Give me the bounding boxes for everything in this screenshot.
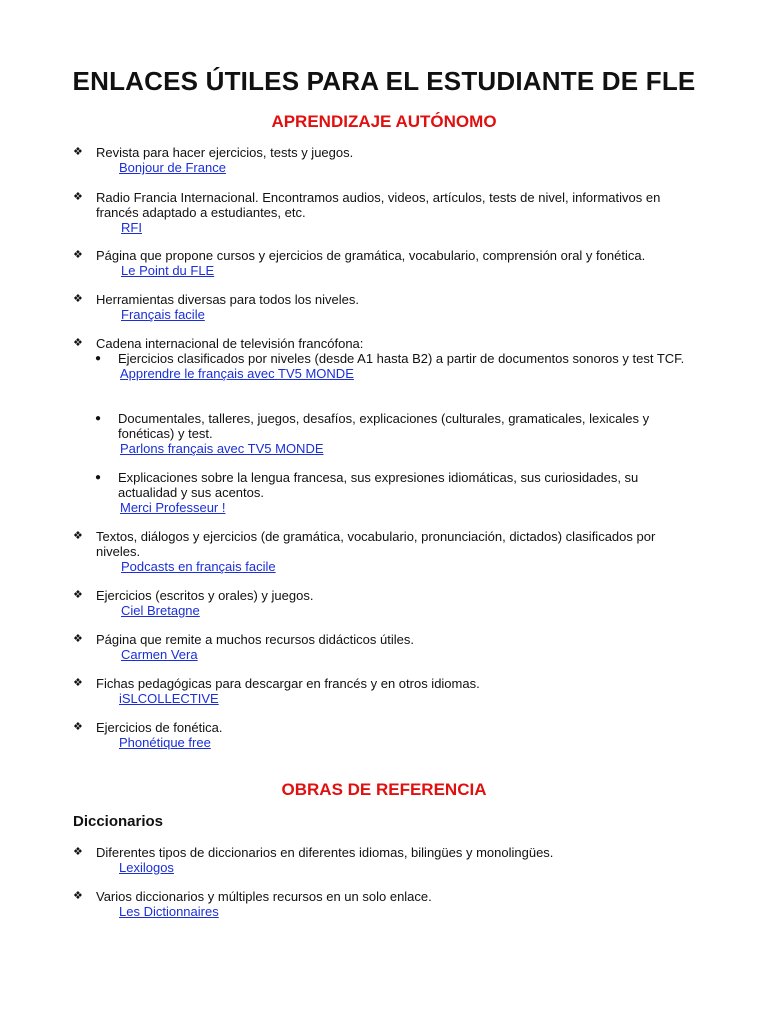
diamond-bullet-icon: ❖ — [73, 293, 83, 305]
item-text: Ejercicios de fonética. — [96, 720, 223, 735]
item-text: Revista para hacer ejercicios, tests y juegos. — [96, 145, 354, 160]
subheading-diccionarios: Diccionarios — [73, 813, 164, 830]
list-item — [73, 676, 693, 706]
sub-item-text: Explicaciones sobre la lengua francesa, sus expresiones idiomáticas, sus curiosidades, su actualidad y sus acentos. — [118, 470, 639, 500]
list-item — [73, 588, 693, 618]
diamond-bullet-icon: ❖ — [73, 846, 83, 858]
list-item — [73, 720, 693, 750]
resource-link[interactable]: Parlons français avec TV5 MONDE — [120, 441, 324, 456]
resource-link[interactable]: Merci Professeur ! — [120, 500, 226, 515]
diamond-bullet-icon: ❖ — [73, 191, 83, 203]
resource-link[interactable]: RFI — [121, 220, 142, 235]
item-text: Página que remite a muchos recursos didácticos útiles. — [96, 632, 414, 647]
resource-link[interactable]: Bonjour de France — [119, 160, 226, 175]
sub-item-text: Documentales, talleres, juegos, desafíos, explicaciones (culturales, gramaticales, lexicales y fonéticas) y test. — [118, 411, 650, 441]
section-title-aprendizaje: APRENDIZAJE AUTÓNOMO — [271, 112, 497, 131]
item-text: Cadena internacional de televisión francófona: — [96, 336, 364, 351]
resource-link[interactable]: Apprendre le français avec TV5 MONDE — [120, 366, 354, 381]
list-item — [73, 632, 693, 662]
item-text: Radio Francia Internacional. Encontramos audios, videos, artículos, tests de nivel, informativos en francés adaptado a estudiantes, etc. — [96, 190, 661, 220]
item-text: Página que propone cursos y ejercicios de gramática, vocabulario, comprensión oral y fonética. — [96, 248, 646, 263]
item-text: Textos, diálogos y ejercicios (de gramática, vocabulario, pronunciación, dictados) clasificados por niveles. — [96, 529, 656, 559]
page-title: ENLACES ÚTILES PARA EL ESTUDIANTE DE FLE — [72, 66, 696, 96]
diamond-bullet-icon: ❖ — [73, 337, 83, 349]
list-item — [73, 889, 693, 919]
diamond-bullet-icon: ❖ — [73, 530, 83, 542]
diamond-bullet-icon: ❖ — [73, 589, 83, 601]
resource-link[interactable]: iSLCOLLECTIVE — [119, 691, 219, 706]
item-text: Varios diccionarios y múltiples recursos en un solo enlace. — [96, 889, 432, 904]
list-item — [73, 529, 693, 574]
sub-list-item — [95, 470, 695, 515]
list-item — [73, 190, 693, 235]
dot-bullet-icon: ● — [95, 353, 102, 364]
diamond-bullet-icon: ❖ — [73, 721, 83, 733]
diamond-bullet-icon: ❖ — [73, 249, 83, 261]
list-item — [73, 248, 693, 278]
diamond-bullet-icon: ❖ — [73, 146, 83, 158]
sub-item-text: Ejercicios clasificados por niveles (desde A1 hasta B2) a partir de documentos sonoros y test TCF. — [118, 351, 685, 366]
resource-link[interactable]: Français facile — [121, 307, 205, 322]
resource-link[interactable]: Phonétique free — [119, 735, 211, 750]
resource-link[interactable]: Ciel Bretagne — [121, 603, 200, 618]
resource-link[interactable]: Carmen Vera — [121, 647, 198, 662]
diamond-bullet-icon: ❖ — [73, 677, 83, 689]
resource-link[interactable]: Lexilogos — [119, 860, 174, 875]
dot-bullet-icon: ● — [95, 472, 102, 483]
resource-link[interactable]: Le Point du FLE — [121, 263, 215, 278]
dot-bullet-icon: ● — [95, 413, 102, 424]
section-title-obras: OBRAS DE REFERENCIA — [281, 780, 487, 799]
sub-list-item — [95, 351, 695, 381]
list-item — [73, 292, 693, 322]
resource-link[interactable]: Les Dictionnaires — [119, 904, 219, 919]
item-text: Herramientas diversas para todos los niveles. — [96, 292, 360, 307]
item-text: Ejercicios (escritos y orales) y juegos. — [96, 588, 314, 603]
diamond-bullet-icon: ❖ — [73, 890, 83, 902]
sub-list-item — [95, 411, 695, 456]
list-item — [73, 145, 693, 175]
item-text: Diferentes tipos de diccionarios en diferentes idiomas, bilingües y monolingües. — [96, 845, 554, 860]
item-text: Fichas pedagógicas para descargar en francés y en otros idiomas. — [96, 676, 480, 691]
list-item — [73, 336, 693, 351]
resource-link[interactable]: Podcasts en français facile — [121, 559, 276, 574]
list-item — [73, 845, 693, 875]
diamond-bullet-icon: ❖ — [73, 633, 83, 645]
